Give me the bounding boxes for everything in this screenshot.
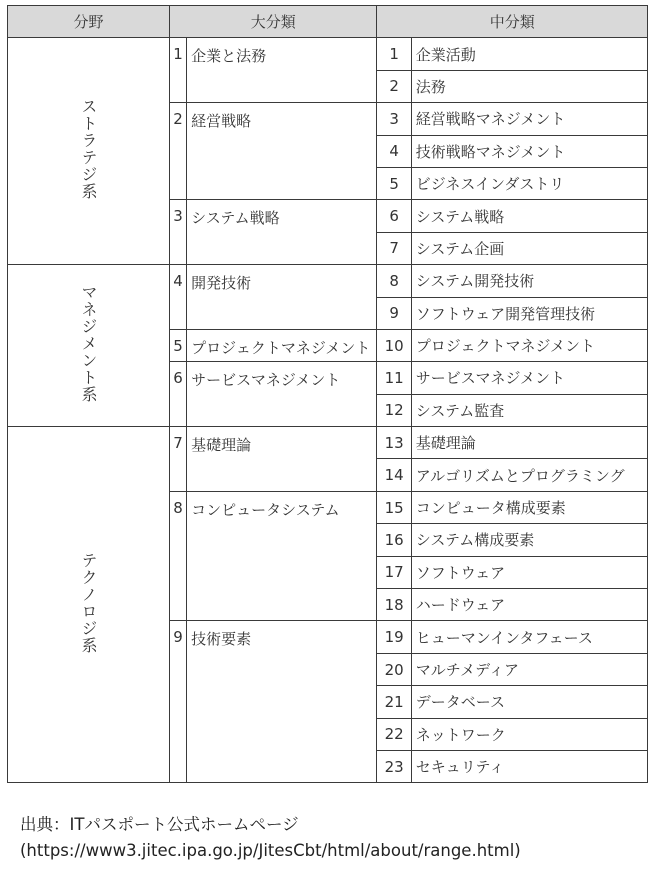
major-name: 技術要素 xyxy=(187,621,377,783)
minor-name: コンピュータ構成要素 xyxy=(411,491,647,523)
minor-name: ネットワーク xyxy=(411,718,647,750)
minor-number: 8 xyxy=(377,265,411,297)
minor-number: 5 xyxy=(377,167,411,199)
major-name: サービスマネジメント xyxy=(187,362,377,427)
minor-number: 13 xyxy=(377,427,411,459)
minor-number: 19 xyxy=(377,621,411,653)
major-number: 1 xyxy=(170,38,187,103)
minor-number: 4 xyxy=(377,135,411,167)
header-field: 分野 xyxy=(8,6,170,38)
major-number: 7 xyxy=(170,427,187,492)
major-name: コンピュータシステム xyxy=(187,491,377,621)
field-cell xyxy=(8,427,170,783)
minor-number: 14 xyxy=(377,459,411,491)
header-row xyxy=(8,6,648,38)
minor-name: プロジェクトマネジメント xyxy=(411,329,647,361)
major-number: 3 xyxy=(170,200,187,265)
minor-number: 2 xyxy=(377,70,411,102)
minor-name: システム企画 xyxy=(411,232,647,264)
minor-number: 20 xyxy=(377,653,411,685)
major-name: 経営戦略 xyxy=(187,103,377,200)
minor-name: ソフトウェア開発管理技術 xyxy=(411,297,647,329)
minor-name: システム構成要素 xyxy=(411,524,647,556)
minor-number: 3 xyxy=(377,103,411,135)
minor-name: ハードウェア xyxy=(411,589,647,621)
field-name: ストラテジ系 xyxy=(79,98,98,201)
major-name: プロジェクトマネジメント xyxy=(187,329,377,361)
minor-number: 7 xyxy=(377,232,411,264)
source-citation xyxy=(20,812,521,864)
minor-number: 15 xyxy=(377,491,411,523)
header-major: 大分類 xyxy=(170,6,377,38)
minor-number: 12 xyxy=(377,394,411,426)
field-name: マネジメント系 xyxy=(79,284,98,404)
field-cell xyxy=(8,265,170,427)
minor-name: ビジネスインダストリ xyxy=(411,167,647,199)
major-name: システム戦略 xyxy=(187,200,377,265)
minor-name: セキュリティ xyxy=(411,750,647,782)
major-number: 4 xyxy=(170,265,187,330)
minor-number: 1 xyxy=(377,38,411,70)
minor-number: 17 xyxy=(377,556,411,588)
minor-name: マルチメディア xyxy=(411,653,647,685)
major-number: 9 xyxy=(170,621,187,783)
table-body xyxy=(8,38,648,783)
minor-name: ヒューマンインタフェース xyxy=(411,621,647,653)
minor-number: 9 xyxy=(377,297,411,329)
minor-number: 10 xyxy=(377,329,411,361)
minor-name: システム監査 xyxy=(411,394,647,426)
table-row xyxy=(8,265,648,297)
field-name: テクノロジ系 xyxy=(79,551,98,654)
major-number: 2 xyxy=(170,103,187,200)
source-url: (https://www3.jitec.ipa.go.jp/JitesCbt/html/about/range.html) xyxy=(20,841,521,860)
minor-name: システム開発技術 xyxy=(411,265,647,297)
minor-name: データベース xyxy=(411,686,647,718)
minor-number: 11 xyxy=(377,362,411,394)
table-row xyxy=(8,427,648,459)
minor-name: 経営戦略マネジメント xyxy=(411,103,647,135)
minor-name: アルゴリズムとプログラミング xyxy=(411,459,647,491)
category-table xyxy=(7,5,648,783)
major-name: 企業と法務 xyxy=(187,38,377,103)
minor-number: 23 xyxy=(377,750,411,782)
minor-number: 18 xyxy=(377,589,411,621)
minor-name: 技術戦略マネジメント xyxy=(411,135,647,167)
minor-number: 21 xyxy=(377,686,411,718)
major-number: 6 xyxy=(170,362,187,427)
minor-name: システム戦略 xyxy=(411,200,647,232)
field-cell xyxy=(8,38,170,265)
source-label: 出典：ITパスポート公式ホームページ xyxy=(20,815,299,834)
major-number: 8 xyxy=(170,491,187,621)
minor-name: ソフトウェア xyxy=(411,556,647,588)
minor-name: サービスマネジメント xyxy=(411,362,647,394)
major-name: 開発技術 xyxy=(187,265,377,330)
minor-number: 6 xyxy=(377,200,411,232)
minor-number: 16 xyxy=(377,524,411,556)
major-name: 基礎理論 xyxy=(187,427,377,492)
table-row xyxy=(8,38,648,70)
header-minor: 中分類 xyxy=(377,6,648,38)
major-number: 5 xyxy=(170,329,187,361)
minor-name: 法務 xyxy=(411,70,647,102)
minor-name: 基礎理論 xyxy=(411,427,647,459)
minor-name: 企業活動 xyxy=(411,38,647,70)
minor-number: 22 xyxy=(377,718,411,750)
